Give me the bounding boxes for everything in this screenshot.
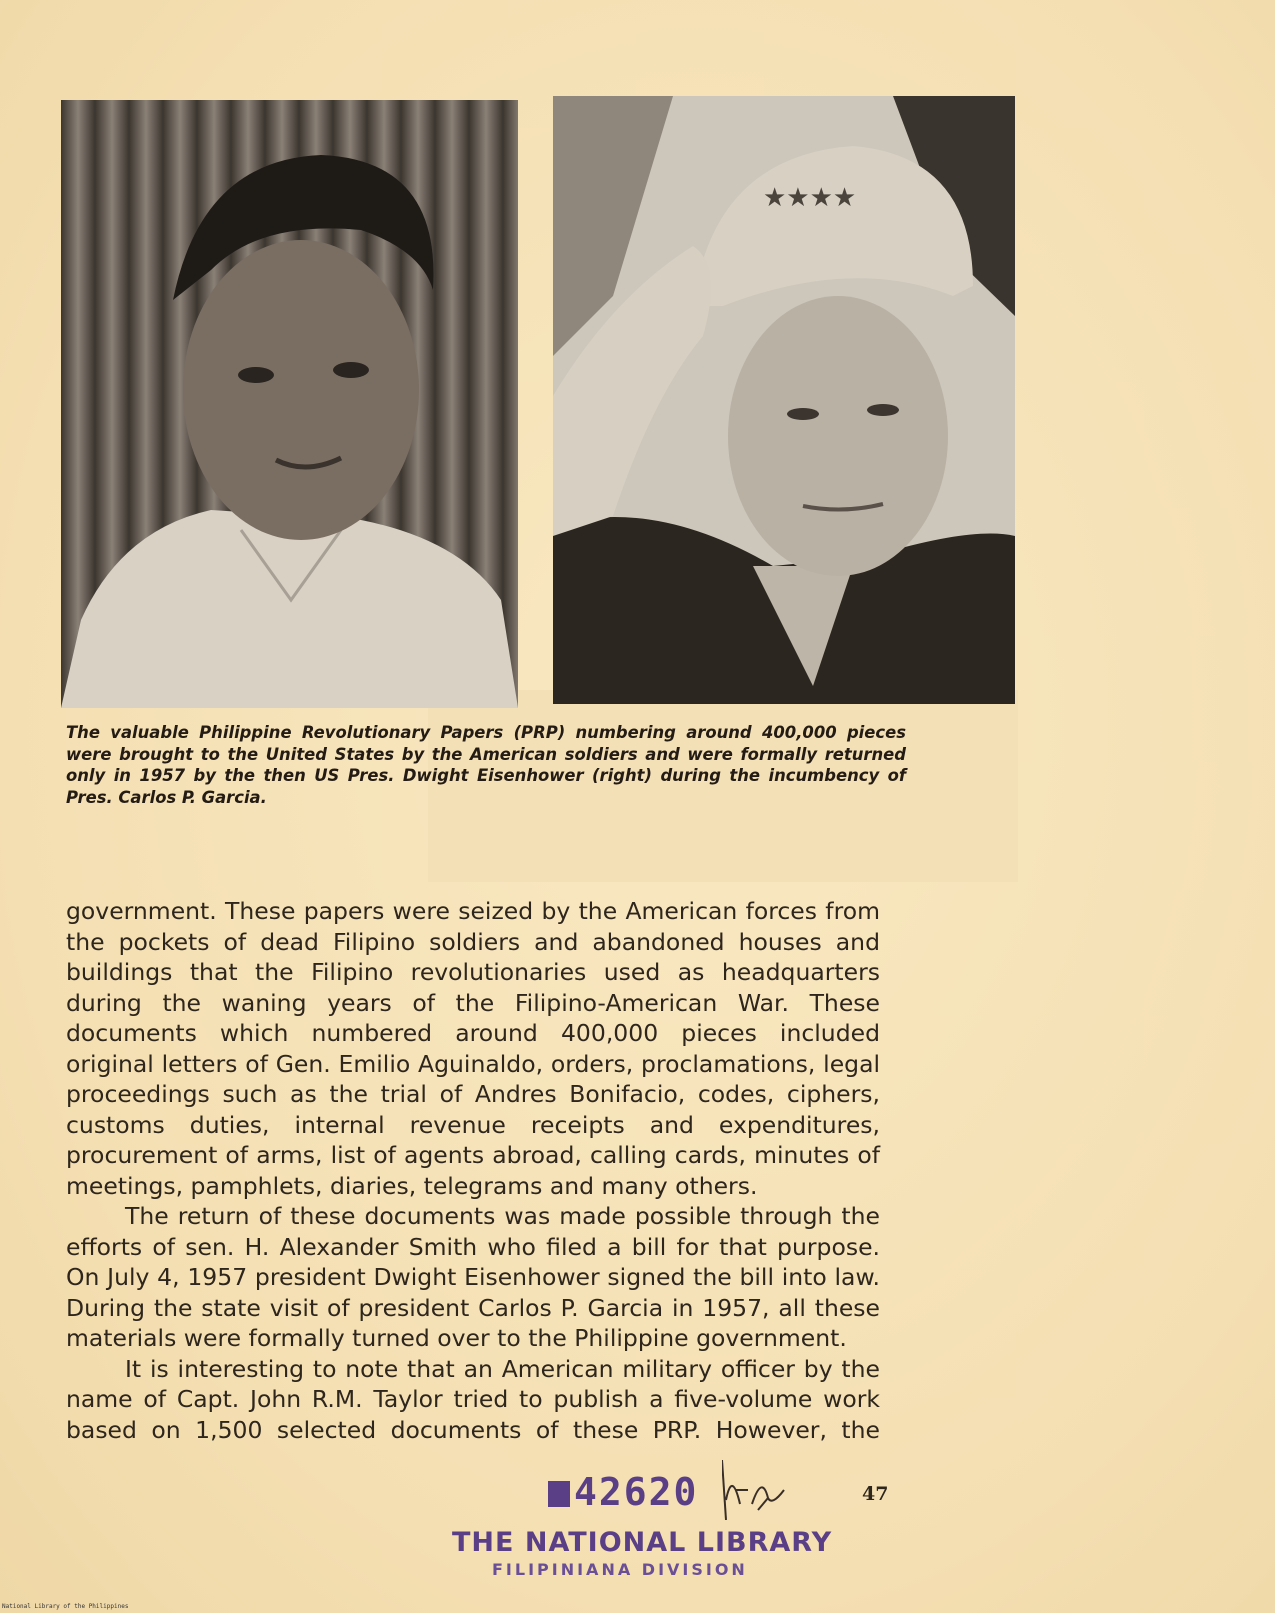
paragraph: The return of these documents was made possible through the efforts of sen. H. Alexander Smith who filed a bill for that purpose. On July 4, 1957 president Dwight Eisenhower signed the bill into law. During the state visit of president Carlos P. Garcia in 1957, all these materials were formally turned over to the Philippine government. bbox=[66, 1202, 880, 1352]
handwritten-initials bbox=[722, 1460, 792, 1520]
portrait-photo-right bbox=[553, 96, 1015, 704]
photo-caption: The valuable Philippine Revolutionary Papers (PRP) numbering around 400,000 pieces were brought to the United States by the American soldiers and were formally returned only in 1957 by the then US Pres. Dwight Eisenhower (right) during the incumbency of Pres. Carlos P. Garcia. bbox=[66, 723, 906, 807]
paragraph: It is interesting to note that an American military officer by the name of Capt. John R.M. Taylor tried to publish a five-volume work based on 1,500 selected documents of these PRP. However, the bbox=[66, 1354, 880, 1444]
svg-text:★★★★: ★★★★ bbox=[763, 183, 857, 213]
article-body bbox=[66, 896, 880, 1445]
accession-stamp bbox=[548, 1470, 698, 1514]
paragraph: government. These papers were seized by the American forces from the pockets of dead Filipino soldiers and abandoned houses and buildings that the Filipino revolutionaries used as headquarters during the waning years of the Filipino-American War. These documents which numbered around 400,000 pieces included original letters of Gen. Emilio Aguinaldo, orders, proclamations, legal proceedings such as the trial of Andres Bonifacio, codes, ciphers, customs duties, internal revenue receipts and expenditures, procurement of arms, list of agents abroad, calling cards, minutes of meetings, pamphlets, diaries, telegrams and many others. bbox=[66, 897, 880, 1200]
accession-number: 42620 bbox=[574, 1470, 699, 1514]
page-number: 47 bbox=[862, 1483, 889, 1505]
portrait-photo-left bbox=[61, 100, 518, 708]
library-stamp: THE NATIONAL LIBRARY bbox=[452, 1527, 833, 1558]
stamp-block-icon bbox=[548, 1481, 570, 1507]
footer-watermark: National Library of the Philippines bbox=[2, 1603, 129, 1610]
division-stamp: FILIPINIANA DIVISION bbox=[492, 1560, 748, 1579]
